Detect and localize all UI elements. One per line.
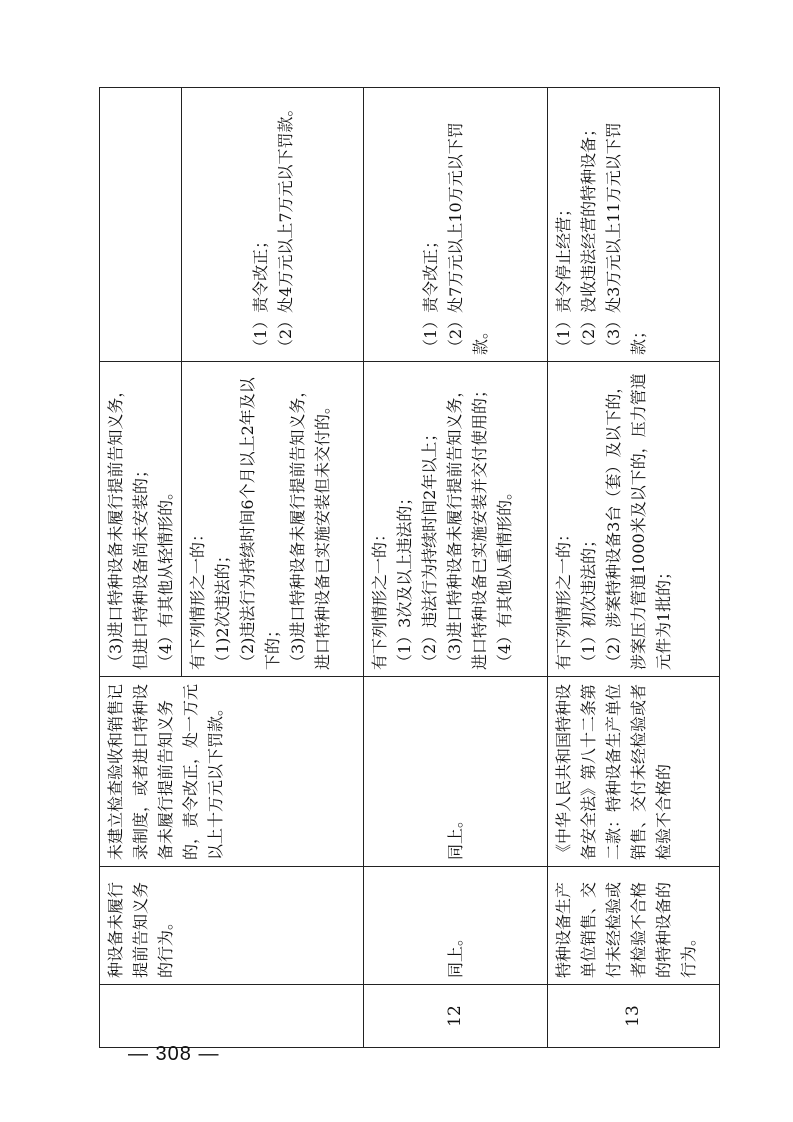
penalty-line: （2）没收违法经营的特种设备； <box>579 120 598 355</box>
behavior-cell: 同上。 <box>364 867 548 985</box>
circumstance-line: （3)进口特种设备未履行提前告知义务，但进口特种设备尚未安装的； <box>106 381 150 670</box>
circumstance-line: （1）初次违法的； <box>579 531 598 670</box>
circumstance-line: （3)进口特种设备未履行提前告知义务，进口特种设备已实施安装但未交付的。 <box>288 381 332 670</box>
circumstance-line: （3)进口特种设备未履行提前告知义务，进口特种设备已实施安装并交付使用的； <box>445 381 489 670</box>
page-number: — 308 — <box>128 1043 220 1065</box>
penalty-line: （2）处7万元以上10万元以下罚款。 <box>446 122 490 355</box>
basis-cell: 未建立检查验收和销售记录制度，或者进口特种设备未履行提前告知义务的，责令改正，处一万元以上十万元以下罚款。 <box>100 677 364 867</box>
circumstance-cell <box>182 362 364 677</box>
table-row <box>548 88 720 1048</box>
rotated-page <box>99 88 705 1048</box>
circumstance-line: （2）涉案特种设备3台（套）及以下的，涉案压力管道1000米及以下的，压力管道元件为1批的； <box>604 373 673 670</box>
penalty-line: （3）处3万元以上11万元以下罚款； <box>604 122 648 355</box>
circumstance-cell <box>100 362 182 677</box>
row-number: 13 <box>548 985 720 1048</box>
basis-cell: 《中华人民共和国特种设备安全法》第八十二条第二款：特种设备生产单位销售、交付未经检验或者检验不合格的 <box>548 677 720 867</box>
penalty-line: （1）责令改正； <box>250 232 270 355</box>
circumstance-line: 有下列情形之一的： <box>554 525 573 670</box>
penalty-line: （1）责令改正； <box>421 232 440 355</box>
penalty-table <box>99 87 720 1048</box>
circumstance-line: 有下列情形之一的： <box>188 525 207 670</box>
penalty-cell <box>364 88 548 362</box>
circumstance-line: 有下列情形之一的： <box>370 525 389 670</box>
penalty-cell <box>548 88 720 362</box>
table-row <box>100 88 182 1048</box>
behavior-cell: 种设备未履行提前告知义务的行为。 <box>100 867 364 985</box>
circumstance-line: （2)违法行为持续时间6个月以上2年及以下的； <box>238 377 282 670</box>
penalty-line: （1）责令停止经营； <box>554 200 573 355</box>
row-number: 12 <box>364 985 548 1048</box>
table-row <box>364 88 548 1048</box>
penalty-cell <box>182 88 364 362</box>
behavior-cell: 特种设备生产单位销售、交付未经检验或者检验不合格的特种设备的行为。 <box>548 867 720 985</box>
penalty-cell <box>100 88 182 362</box>
circumstance-line: （1）3次及以上违法的； <box>395 489 414 670</box>
circumstance-line: （4）有其他从重情形的。 <box>495 483 514 670</box>
basis-cell: 同上。 <box>364 677 548 867</box>
circumstance-cell <box>364 362 548 677</box>
penalty-line: （2）处4万元以上7万元以下罚款。 <box>275 100 295 355</box>
circumstance-cell <box>548 362 720 677</box>
circumstance-line: （1)2次违法的； <box>213 547 232 670</box>
row-number <box>100 985 364 1048</box>
circumstance-line: （2）违法行为持续时间2年以上； <box>420 425 439 670</box>
circumstance-line: （4）有其他从轻情形的。 <box>156 483 175 670</box>
